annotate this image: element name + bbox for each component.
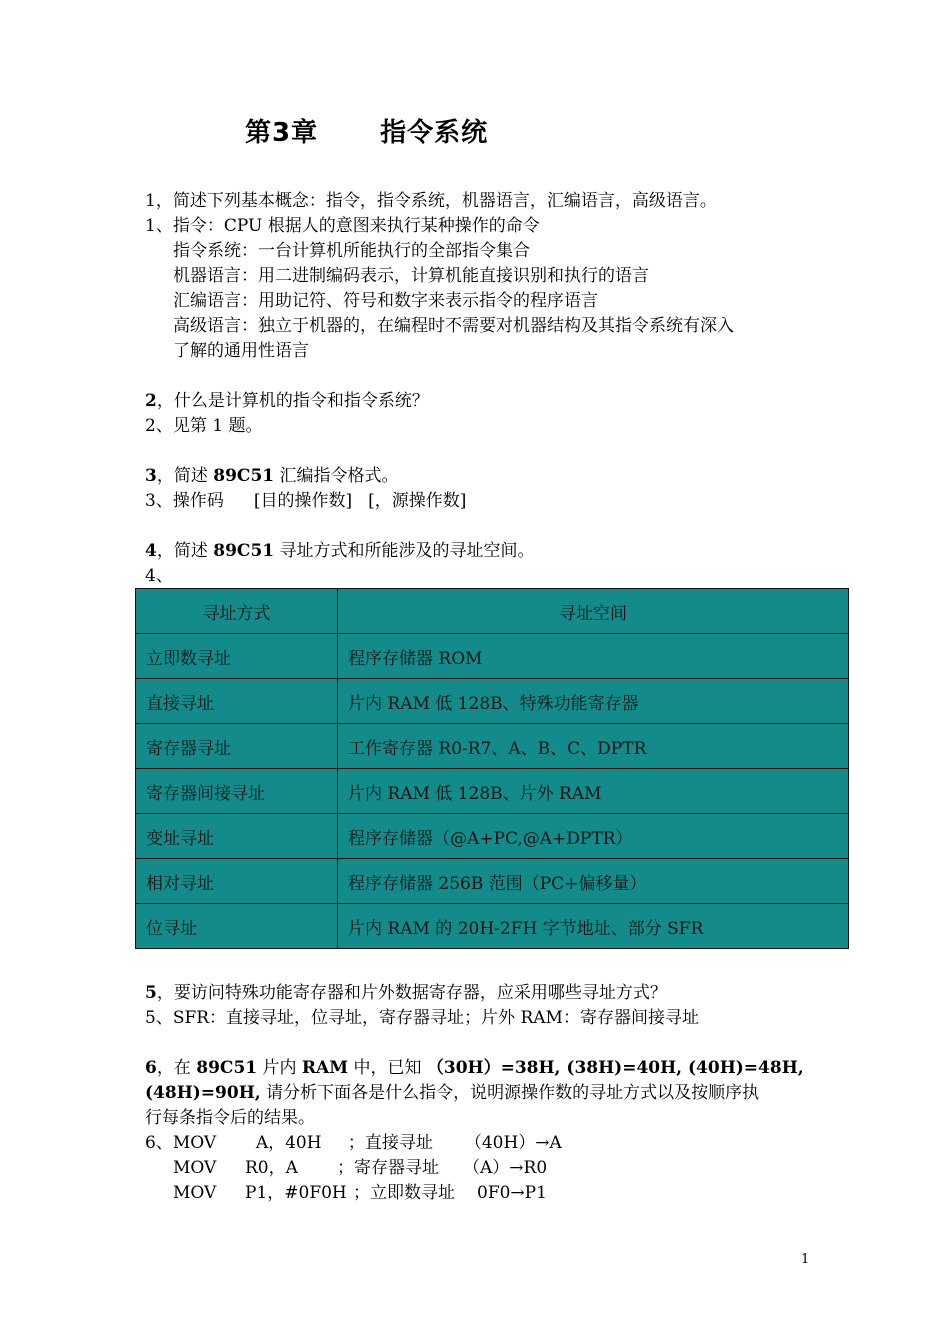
q6-ram-label: RAM	[301, 1058, 349, 1078]
q3-answer-dest: [目的操作数]	[253, 491, 353, 511]
q3-chip-name: 89C51	[213, 466, 275, 486]
table-cell-space: 程序存储器 ROM	[338, 634, 849, 679]
table-cell-mode: 位寻址	[136, 904, 338, 949]
q1-answer-line: 了解的通用性语言	[173, 341, 309, 361]
instruction-operands: R0，A	[245, 1158, 298, 1178]
table-row	[136, 904, 849, 949]
q5-question-text: ，要访问特殊功能寄存器和片外数据寄存器，应采用哪些寻址方式？	[156, 983, 667, 1003]
instruction-row	[145, 1131, 562, 1155]
table-row	[136, 724, 849, 769]
q5-answer: 5、SFR：直接寻址，位寻址，寄存器寻址；片外 RAM：寄存器间接寻址	[145, 1008, 699, 1028]
instruction-result: （40H）→A	[464, 1133, 562, 1153]
table-row	[136, 634, 849, 679]
q6-question-line	[145, 1081, 759, 1105]
instruction-result: 0F0→P1	[477, 1183, 547, 1203]
table-cell-space: 程序存储器（@A+PC,@A+DPTR）	[338, 814, 849, 859]
q1-answer-line: 指令系统：一台计算机所能执行的全部指令集合	[173, 241, 530, 261]
q1-answer-line: 机器语言：用二进制编码表示，计算机能直接识别和执行的语言	[173, 266, 649, 286]
table-cell-space: 工作寄存器 R0-R7、A、B、C、DPTR	[338, 724, 849, 769]
instruction-result: （A）→R0	[463, 1158, 548, 1178]
q1-answer-line: 高级语言：独立于机器的，在编程时不需要对机器结构及其指令系统有深入	[173, 316, 734, 336]
q2-question-text: ，什么是计算机的指令和指令系统？	[156, 391, 429, 411]
table-cell-mode: 寄存器间接寻址	[136, 769, 338, 814]
q6-question-text: 中，已知	[348, 1058, 427, 1078]
q3-question-text: 汇编指令格式。	[274, 466, 399, 486]
q4-question	[145, 539, 535, 563]
table-cell-mode: 相对寻址	[136, 859, 338, 904]
chapter-number: 第3章	[245, 118, 319, 148]
table-header-row	[136, 589, 849, 634]
q4-answer-prefix: 4、	[145, 566, 173, 586]
instruction-operands: A，40H	[255, 1133, 322, 1153]
q6-answer-prefix: 6、	[145, 1133, 173, 1153]
addressing-table	[135, 588, 849, 949]
table-cell-mode: 变址寻址	[136, 814, 338, 859]
instruction-opcode: MOV	[173, 1158, 217, 1178]
instruction-opcode: MOV	[173, 1183, 217, 1203]
q6-memory-values: (48H)=90H,	[145, 1083, 261, 1103]
q1-answer-line: 汇编语言：用助记符、符号和数字来表示指令的程序语言	[173, 291, 598, 311]
q6-memory-values: （30H）=38H, (38H)=40H, (40H)=48H,	[426, 1058, 804, 1078]
table-row	[136, 769, 849, 814]
table-cell-mode: 寄存器寻址	[136, 724, 338, 769]
q6-question-text: 片内	[257, 1058, 302, 1078]
q6-question-text: 请分析下面各是什么指令，说明源操作数的寻址方式以及按顺序执	[260, 1083, 760, 1103]
q6-question-line	[145, 1056, 804, 1080]
q5-number: 5	[145, 983, 157, 1003]
q3-answer-opcode: 3、操作码	[145, 491, 224, 511]
instruction-comment: ；寄存器寻址	[337, 1158, 439, 1178]
q1-question: 1，简述下列基本概念：指令，指令系统，机器语言，汇编语言，高级语言。	[145, 191, 717, 211]
q2-question	[145, 389, 429, 413]
q3-answer	[145, 489, 466, 513]
table-header-cell: 寻址空间	[338, 589, 849, 634]
instruction-operands: P1，#0F0H	[245, 1183, 347, 1203]
table-cell-space: 程序存储器 256B 范围（PC+偏移量）	[338, 859, 849, 904]
q2-answer: 2、见第 1 题。	[145, 416, 263, 436]
instruction-comment: ；直接寻址	[347, 1133, 433, 1153]
q4-question-text: 寻址方式和所能涉及的寻址空间。	[274, 541, 535, 561]
instruction-row	[173, 1181, 547, 1205]
instruction-opcode: MOV	[172, 1133, 217, 1153]
q4-number: 4	[145, 541, 157, 561]
q3-question	[145, 464, 399, 488]
q6-number: 6	[145, 1058, 157, 1078]
table-cell-mode: 立即数寻址	[136, 634, 338, 679]
q6-chip-name: 89C51	[196, 1058, 258, 1078]
table-row	[136, 814, 849, 859]
page-number: 1	[801, 1252, 810, 1267]
q5-question	[145, 981, 667, 1005]
q6-question-line: 行每条指令后的结果。	[145, 1108, 315, 1128]
q4-chip-name: 89C51	[213, 541, 275, 561]
table-cell-space: 片内 RAM 低 128B、特殊功能寄存器	[338, 679, 849, 724]
q4-question-text: ，简述	[156, 541, 214, 561]
table-cell-space: 片内 RAM 的 20H-2FH 字节地址、部分 SFR	[338, 904, 849, 949]
instruction-comment: ；立即数寻址	[353, 1183, 455, 1203]
q3-number: 3	[145, 466, 157, 486]
chapter-title	[245, 112, 488, 149]
instruction-row	[173, 1156, 547, 1180]
table-row	[136, 859, 849, 904]
table-cell-space: 片内 RAM 低 128B、片外 RAM	[338, 769, 849, 814]
chapter-name: 指令系统	[380, 118, 489, 148]
table-header-cell: 寻址方式	[136, 589, 338, 634]
table-row	[136, 679, 849, 724]
q1-answer-line: 1、指令：CPU 根据人的意图来执行某种操作的命令	[145, 216, 540, 236]
q3-answer-src: [，源操作数]	[368, 491, 467, 511]
q6-question-text: ，在	[156, 1058, 197, 1078]
q2-number: 2	[145, 391, 157, 411]
q3-question-text: ，简述	[156, 466, 214, 486]
table-cell-mode: 直接寻址	[136, 679, 338, 724]
